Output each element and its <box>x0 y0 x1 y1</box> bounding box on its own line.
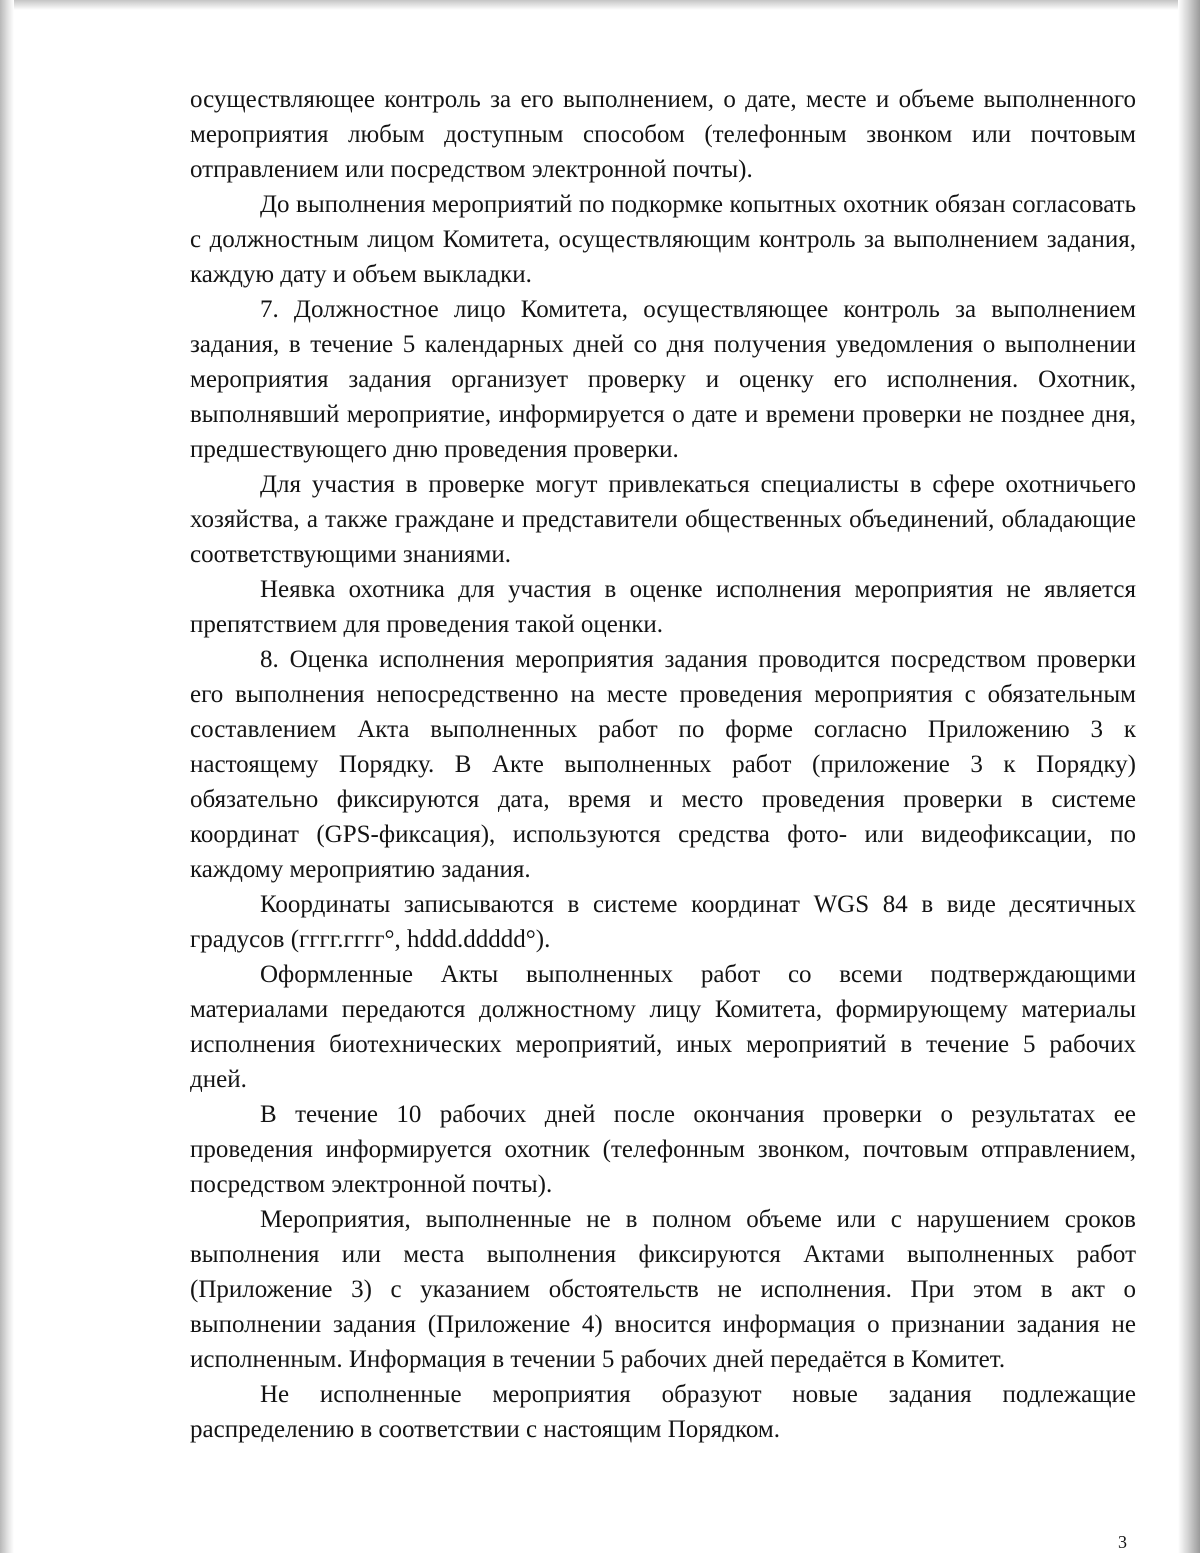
document-body <box>190 82 1136 1447</box>
paragraph-item-7: 7. Должностное лицо Комитета, осуществляющее контроль за выполнением задания, в течение 5 календарных дней со дня получения уведомления о выполнении мероприятия задания организует проверку и оценку его исполнения. Охотник, выполнявший мероприятие, информируется о дате и времени проверки не позднее дня, предшествующего дню проведения проверки. <box>190 296 1136 463</box>
paragraph-item-8: 8. Оценка исполнения мероприятия задания проводится посредством проверки его выполнения непосредственно на месте проведения мероприятия с обязательным составлением Акта выполненных работ по форме согласно Приложению 3 к настоящему Порядку. В Акте выполненных работ (приложение 3 к Порядку) обязательно фиксируются дата, время и место проведения проверки в системе координат (GPS-фиксация), используются средства фото- или видеофиксации, по каждому мероприятию задания. <box>190 646 1136 883</box>
scan-edge-left <box>0 0 14 1553</box>
paragraph: Координаты записываются в системе координат WGS 84 в виде десятичных градусов (гггг.гггг°, hddd.ddddd°). <box>190 891 1136 953</box>
paragraph: Оформленные Акты выполненных работ со всеми подтверждающими материалами передаются должностному лицу Комитета, формирующему материалы исполнения биотехнических мероприятий, иных мероприятий в течение 5 рабочих дней. <box>190 961 1136 1093</box>
paragraph: Для участия в проверке могут привлекаться специалисты в сфере охотничьего хозяйства, а также граждане и представители общественных объединений, обладающие соответствующими знаниями. <box>190 471 1136 568</box>
paragraph: До выполнения мероприятий по подкормке копытных охотник обязан согласовать с должностным лицом Комитета, осуществляющим контроль за выполнением задания, каждую дату и объем выкладки. <box>190 191 1136 288</box>
page-number: 3 <box>1118 1532 1127 1552</box>
paragraph: Мероприятия, выполненные не в полном объеме или с нарушением сроков выполнения или места выполнения фиксируются Актами выполненных работ (Приложение 3) с указанием обстоятельств не исполнения. При этом в акт о выполнении задания (Приложение 4) вносится информация о признании задания не исполненным. Информация в течении 5 рабочих дней передаётся в Комитет. <box>190 1206 1136 1373</box>
paragraph: Не исполненные мероприятия образуют новые задания подлежащие распределению в соответствии с настоящим Порядком. <box>190 1381 1136 1443</box>
scan-edge-right <box>1178 0 1200 1553</box>
paragraph: Неявка охотника для участия в оценке исполнения мероприятия не является препятствием для проведения такой оценки. <box>190 576 1136 638</box>
paragraph-continuation: осуществляющее контроль за его выполнением, о дате, месте и объеме выполненного мероприятия любым доступным способом (телефонным звонком или почтовым отправлением или посредством электронной почты). <box>190 86 1136 183</box>
paragraph: В течение 10 рабочих дней после окончания проверки о результатах ее проведения информируется охотник (телефонным звонком, почтовым отправлением, посредством электронной почты). <box>190 1101 1136 1198</box>
scan-edge-top <box>0 0 1200 10</box>
